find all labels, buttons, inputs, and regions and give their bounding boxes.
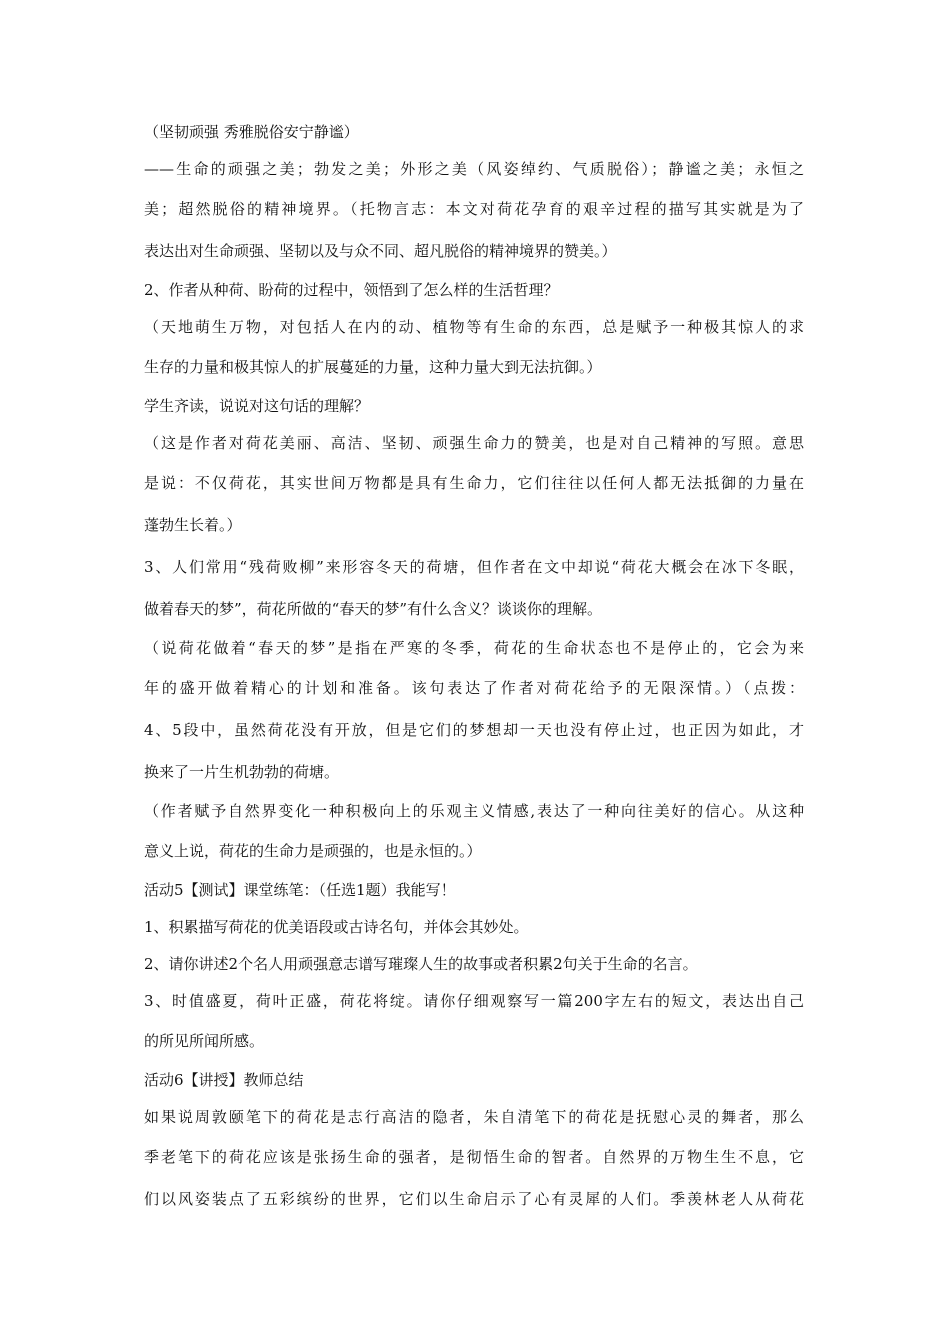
text-line: 表达出对生命顽强、坚韧以及与众不同、超凡脱俗的精神境界的赞美。） xyxy=(144,242,617,260)
text-line: 们以风姿装点了五彩缤纷的世界，它们以生命启示了心有灵犀的人们。季羡林老人从荷花 xyxy=(144,1190,804,1208)
text-line: 做着春天的梦”，荷花所做的“春天的梦”有什么含义？谈谈你的理解。 xyxy=(144,600,603,618)
text-line: ——生命的顽强之美；勃发之美；外形之美（风姿绰约、气质脱俗）；静谧之美；永恒之 xyxy=(144,160,804,178)
text-line: 1、积累描写荷花的优美语段或古诗名句，并体会其妙处。 xyxy=(144,918,529,936)
text-line: 换来了一片生机勃勃的荷塘。 xyxy=(144,763,340,781)
question-line: 2、作者从种荷、盼荷的过程中，领悟到了怎么样的生活哲理？ xyxy=(144,281,559,299)
document-page xyxy=(144,114,804,1220)
text-line: （说荷花做着“春天的梦”是指在严寒的冬季，荷花的生命状态也不是停止的，它会为来 xyxy=(144,639,804,657)
text-line: 3、时值盛夏，荷叶正盛，荷花将绽。请你仔细观察写一篇200字左右的短文，表达出自己 xyxy=(144,992,804,1010)
text-line: 年的盛开做着精心的计划和准备。该句表达了作者对荷花给予的无限深情。）（点拨： xyxy=(144,679,804,697)
question-line: 3、人们常用“残荷败柳”来形容冬天的荷塘，但作者在文中却说“荷花大概会在冰下冬眠， xyxy=(144,558,804,576)
section-heading: 活动5【测试】课堂练笔：（任选1题）我能写！ xyxy=(144,881,456,899)
text-line: 美；超然脱俗的精神境界。（托物言志：本文对荷花孕育的艰辛过程的描写其实就是为了 xyxy=(144,200,804,218)
text-line: 季老笔下的荷花应该是张扬生命的强者，是彻悟生命的智者。自然界的万物生生不息，它 xyxy=(144,1148,804,1166)
text-line: （作者赋予自然界变化一种积极向上的乐观主义情感,表达了一种向往美好的信心。从这种 xyxy=(144,802,804,820)
section-heading: 活动6【讲授】教师总结 xyxy=(144,1071,304,1089)
text-line: 是说：不仅荷花，其实世间万物都是具有生命力，它们往往以任何人都无法抵御的力量在 xyxy=(144,474,804,492)
text-line: 生存的力量和极其惊人的扩展蔓延的力量，这种力量大到无法抗御。） xyxy=(144,358,602,376)
text-line: 意义上说，荷花的生命力是顽强的，也是永恒的。） xyxy=(144,842,482,860)
text-line: 的所见所闻所感。 xyxy=(144,1032,265,1050)
text-line: 如果说周敦颐笔下的荷花是志行高洁的隐者，朱自清笔下的荷花是抚慰心灵的舞者，那么 xyxy=(144,1108,804,1126)
text-line: 2、请你讲述2个名人用顽强意志谱写璀璨人生的故事或者积累2句关于生命的名言。 xyxy=(144,955,698,973)
text-line: （天地萌生万物，对包括人在内的动、植物等有生命的东西，总是赋予一种极其惊人的求 xyxy=(144,318,804,336)
text-line: 学生齐读，说说对这句话的理解？ xyxy=(144,397,370,415)
text-line: 4、5段中，虽然荷花没有开放，但是它们的梦想却一天也没有停止过，也正因为如此，才 xyxy=(144,721,804,739)
text-line: （坚韧顽强 秀雅脱俗安宁静谧） xyxy=(144,123,359,141)
text-line: 蓬勃生长着。） xyxy=(144,516,242,534)
text-line: （这是作者对荷花美丽、高洁、坚韧、顽强生命力的赞美，也是对自己精神的写照。意思 xyxy=(144,434,804,452)
